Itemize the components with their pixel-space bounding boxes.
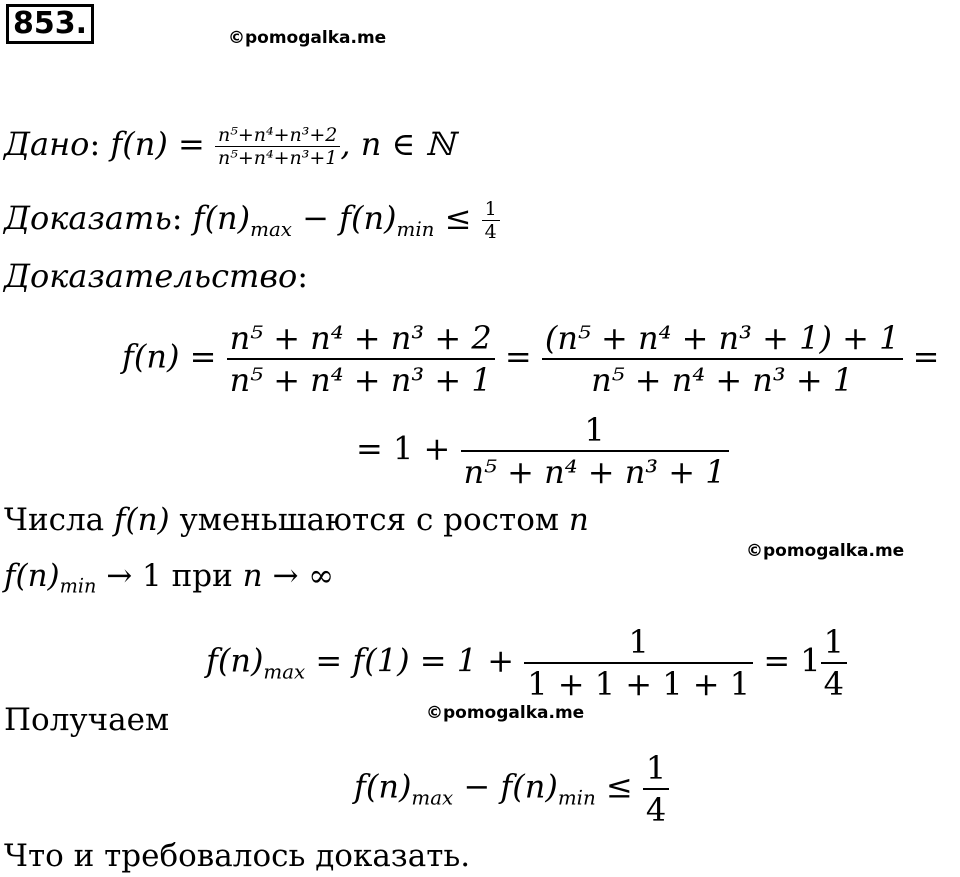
- given-label: Дано: [4, 125, 90, 163]
- watermark-top: ©pomogalka.me: [228, 28, 387, 48]
- equation-2: = 1 + $\frac{1}{\text{n⁵ + n⁴ + n³ + 1}}$: [356, 410, 729, 492]
- result-label: Получаем: [4, 702, 170, 738]
- prove-line: Доказать: $f(n)_{max} - f(n)_{min}$ ≤ $\frac{1}{4}$: [4, 198, 500, 243]
- given-line: Дано: f(n) = $\frac{\text{n⁵+n⁴+n³+2}}{\text{n⁵+n⁴+n³+1}}$ , n ∈ ℕ: [4, 124, 455, 169]
- decreasing-line: Числа f(n) уменьшаются с ростом n: [4, 502, 589, 538]
- given-fraction: $\frac{\text{n⁵+n⁴+n³+2}}{\text{n⁵+n⁴+n³+1}}$: [215, 124, 340, 169]
- proof-label: Доказательство: [4, 257, 298, 295]
- conclusion: Что и требовалось доказать.: [4, 838, 471, 874]
- eq2-fraction: $\frac{1}{\text{n⁵ + n⁴ + n³ + 1}}$: [461, 410, 729, 492]
- max-line: $f(n)_{max} = f(1) = 1$ + $\frac{1}{1 + 1 + 1 + 1}$ = 1 $\frac{1}{4}$: [206, 622, 847, 704]
- prove-label: Доказать: [4, 199, 172, 237]
- eq1-fraction-a: $\frac{\text{n⁵ + n⁴ + n³ + 2}}{\text{n⁵ + n⁴ + n³ + 1}}$: [227, 318, 495, 400]
- prove-fraction: $\frac{1}{4}$: [482, 198, 500, 243]
- equation-1: f(n) = $\frac{\text{n⁵ + n⁴ + n³ + 2}}{\text{n⁵ + n⁴ + n³ + 1}}$ = $\frac{\text{(n⁵ + n⁴ + n³ + 1) + 1}}{\text{n⁵ + n⁴ + n³ + 1}}$ =: [122, 319, 940, 399]
- max-fraction: $\frac{1}{1 + 1 + 1 + 1}$: [524, 622, 753, 704]
- max-mixed-fraction: $\frac{1}{4}$: [821, 622, 847, 704]
- result-fraction: $\frac{1}{4}$: [643, 748, 669, 830]
- task-number: 853.: [6, 4, 94, 44]
- given-tail: , n ∈ ℕ: [340, 125, 455, 163]
- result-line: $f(n)_{max} - f(n)_{min}$ ≤ $\frac{1}{4}$: [354, 748, 669, 830]
- watermark-middle: ©pomogalka.me: [746, 541, 905, 561]
- proof-label-line: Доказательство:: [4, 257, 309, 295]
- limit-line: $f(n)_{min} \to 1$ при n → ∞: [4, 558, 335, 598]
- eq1-fraction-b: $\frac{\text{(n⁵ + n⁴ + n³ + 1) + 1}}{\text{n⁵ + n⁴ + n³ + 1}}$: [542, 318, 903, 400]
- given-lhs: f(n) =: [110, 125, 215, 163]
- watermark-bottom: ©pomogalka.me: [426, 703, 585, 723]
